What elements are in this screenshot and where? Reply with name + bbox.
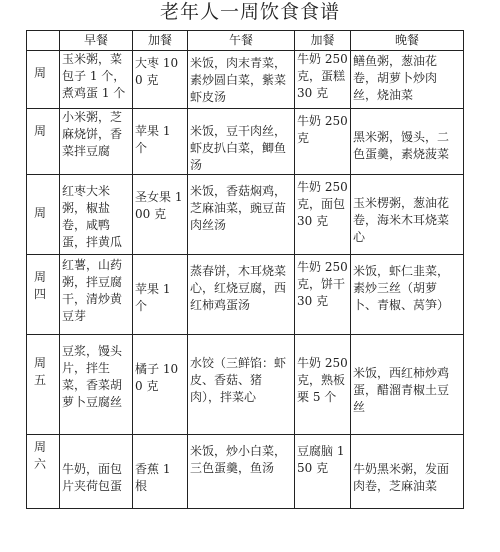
header-breakfast: 早餐	[60, 31, 133, 51]
table-row	[27, 335, 464, 435]
dinner-cell: 牛奶黑米粥，发面 肉卷，芝麻油菜	[351, 435, 464, 509]
breakfast-cell: 红薯，山药 粥，拌豆腐 干，清炒黄 豆芽	[60, 255, 133, 335]
breakfast-cell: 牛奶，面包 片夹荷包蛋	[60, 435, 133, 509]
breakfast-cell: 豆浆，馒头 片，拌生 菜，香菜胡 萝卜豆腐丝	[60, 335, 133, 435]
snack-cell: 牛奶 250 克，熟板 栗 5 个	[295, 335, 351, 435]
dinner-cell: 玉米楞粥，葱油花 卷，海米木耳烧菜 心	[351, 175, 464, 255]
snack-cell: 苹果 1 个	[133, 109, 188, 175]
lunch-cell: 水饺（三鲜馅：虾 皮、香菇、猪 肉），拌菜心	[188, 335, 295, 435]
snack-cell: 橘子 100 克	[133, 335, 188, 435]
breakfast-cell: 小米粥，芝 麻烧饼，香 菜拌豆腐	[60, 109, 133, 175]
table-row	[27, 435, 464, 509]
snack-cell: 牛奶 250 克，蛋糕 30 克	[295, 51, 351, 109]
table-header-row	[27, 31, 464, 51]
table-row	[27, 175, 464, 255]
dinner-cell: 米饭，西红柿炒鸡 蛋，醋溜青椒土豆 丝	[351, 335, 464, 435]
breakfast-cell: 红枣大米 粥，椒盐 卷，咸鸭 蛋，拌黄瓜	[60, 175, 133, 255]
header-snack-morning: 加餐	[133, 31, 188, 51]
snack-cell: 豆腐脑 150 克	[295, 435, 351, 509]
snack-cell: 香蕉 1 根	[133, 435, 188, 509]
snack-cell: 大枣 100 克	[133, 51, 188, 109]
lunch-cell: 米饭，香菇焖鸡， 芝麻油菜，豌豆苗 肉丝汤	[188, 175, 295, 255]
day-cell: 周四	[27, 255, 60, 335]
table-row	[27, 51, 464, 109]
day-cell: 周	[27, 175, 60, 255]
day-cell: 周	[27, 109, 60, 175]
dinner-cell: 鳝鱼粥，葱油花 卷，胡萝卜炒肉 丝，烧油菜	[351, 51, 464, 109]
day-cell: 周	[27, 51, 60, 109]
lunch-cell: 蒸春饼，木耳烧菜 心，红烧豆腐，西 红柿鸡蛋汤	[188, 255, 295, 335]
header-dinner: 晚餐	[351, 31, 464, 51]
lunch-cell: 米饭，肉末青菜， 素炒圆白菜，紫菜 虾皮汤	[188, 51, 295, 109]
meal-plan-table	[26, 30, 464, 509]
lunch-cell: 米饭，豆干肉丝， 虾皮扒白菜，鲫鱼 汤	[188, 109, 295, 175]
dinner-cell: 黑米粥，馒头，二 色蛋羹，素烧菠菜	[351, 109, 464, 175]
header-snack-afternoon: 加餐	[295, 31, 351, 51]
header-day	[27, 31, 60, 51]
snack-cell: 牛奶 250 克	[295, 109, 351, 175]
breakfast-cell: 玉米粥，菜 包子 1 个， 煮鸡蛋 1 个	[60, 51, 133, 109]
day-cell: 周五	[27, 335, 60, 435]
snack-cell: 牛奶 250 克，饼干 30 克	[295, 255, 351, 335]
day-cell: 周六	[27, 435, 60, 509]
snack-cell: 牛奶 250 克，面包 30 克	[295, 175, 351, 255]
table-row	[27, 109, 464, 175]
snack-cell: 苹果 1 个	[133, 255, 188, 335]
snack-cell: 圣女果 100 克	[133, 175, 188, 255]
header-lunch: 午餐	[188, 31, 295, 51]
page-title: 老年人一周饮食食谱	[159, 1, 340, 23]
lunch-cell: 米饭，炒小白菜， 三色蛋羹，鱼汤	[188, 435, 295, 509]
dinner-cell: 米饭，虾仁韭菜， 素炒三丝（胡萝 卜、青椒、莴笋）	[351, 255, 464, 335]
table-row	[27, 255, 464, 335]
